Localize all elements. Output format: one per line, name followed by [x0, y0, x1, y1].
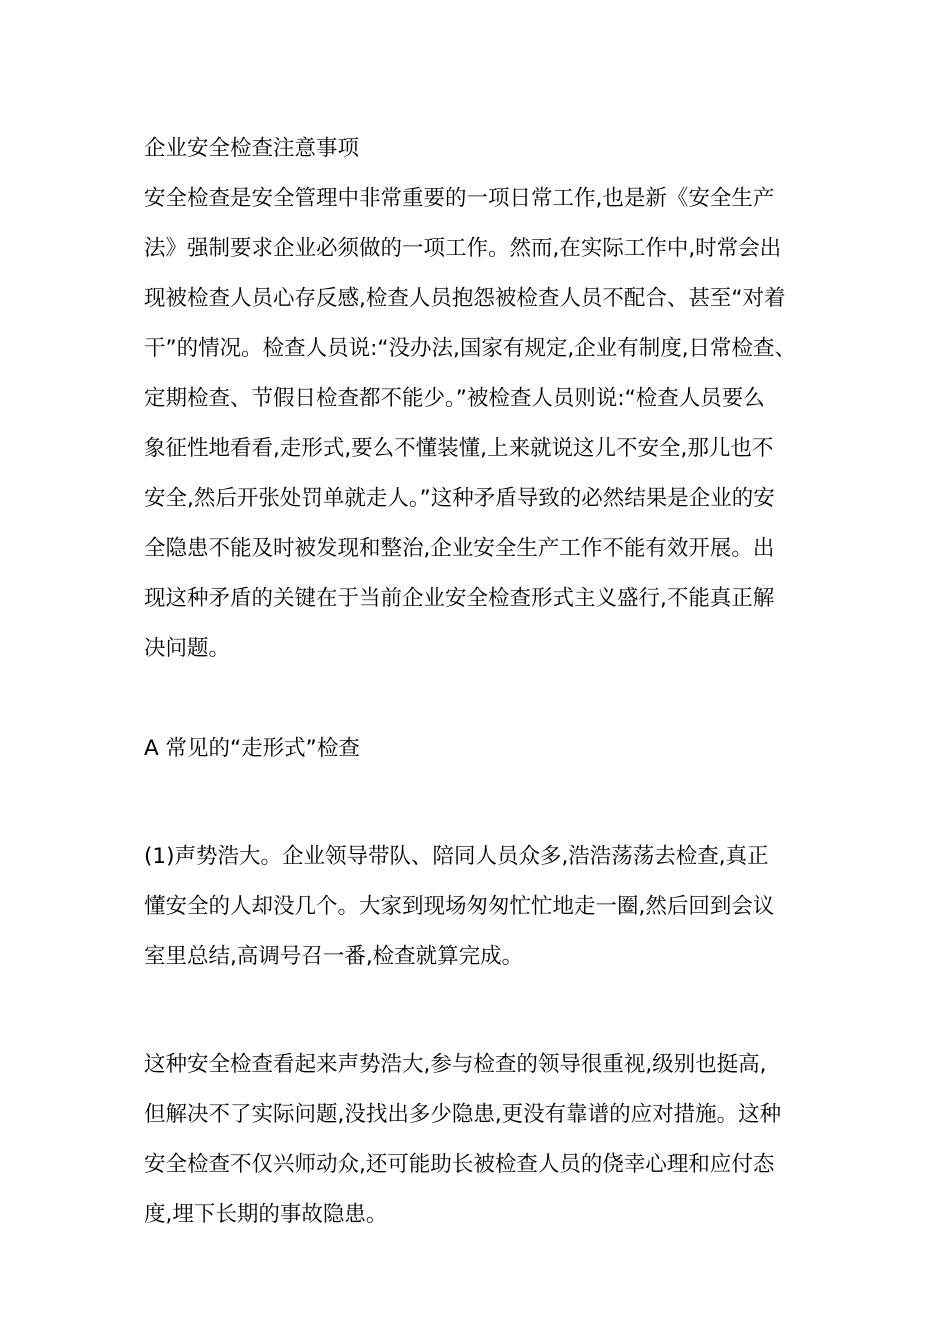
intro-line: 法》强制要求企业必须做的一项工作。然而,在实际工作中,时常会出 — [144, 236, 782, 261]
item-1-line: (1)声势浩大。企业领导带队、陪同人员众多,浩浩荡荡去检查,真正 — [144, 844, 769, 869]
intro-line: 安全,然后开张处罚单就走人。”这种矛盾导致的必然结果是企业的安 — [144, 486, 775, 511]
comment-line: 安全检查不仅兴师动众,还可能助长被检查人员的侥幸心理和应付态 — [144, 1152, 775, 1177]
comment-line: 但解决不了实际问题,没找出多少隐患,更没有靠谱的应对措施。这种 — [144, 1102, 782, 1127]
intro-line: 全隐患不能及时被发现和整治,企业安全生产工作不能有效开展。出 — [144, 536, 775, 561]
item-1-line: 懂安全的人却没几个。大家到现场匆匆忙忙地走一圈,然后回到会议 — [144, 894, 775, 919]
comment-line: 这种安全检查看起来声势浩大,参与检查的领导很重视,级别也挺高, — [144, 1052, 767, 1077]
comment-line: 度,埋下长期的事故隐患。 — [144, 1202, 388, 1227]
intro-line: 现被检查人员心存反感,检查人员抱怨被检查人员不配合、甚至“对着 — [144, 286, 786, 311]
intro-line: 干”的情况。检查人员说:“没办法,国家有规定,企业有制度,日常检查、 — [144, 336, 797, 361]
intro-line: 定期检查、节假日检查都不能少。”被检查人员则说:“检查人员要么 — [144, 386, 765, 411]
paragraph-spacer — [144, 674, 824, 724]
intro-paragraph — [144, 174, 824, 674]
document-page — [144, 124, 824, 1240]
intro-line: 决问题。 — [144, 636, 231, 661]
paragraph-spacer — [144, 982, 824, 1040]
document-title: 企业安全检查注意事项 — [144, 136, 360, 161]
intro-line: 安全检查是安全管理中非常重要的一项日常工作,也是新《安全生产 — [144, 186, 775, 211]
comment-paragraph — [144, 1040, 824, 1240]
item-1-line: 室里总结,高调号召一番,检查就算完成。 — [144, 944, 524, 969]
paragraph-spacer — [144, 774, 824, 832]
intro-line: 现这种矛盾的关键在于当前企业安全检查形式主义盛行,不能真正解 — [144, 586, 775, 611]
intro-line: 象征性地看看,走形式,要么不懂装懂,上来就说这儿不安全,那儿也不 — [144, 436, 774, 461]
item-1-paragraph — [144, 832, 824, 982]
section-heading: A 常见的“走形式”检查 — [144, 736, 360, 761]
